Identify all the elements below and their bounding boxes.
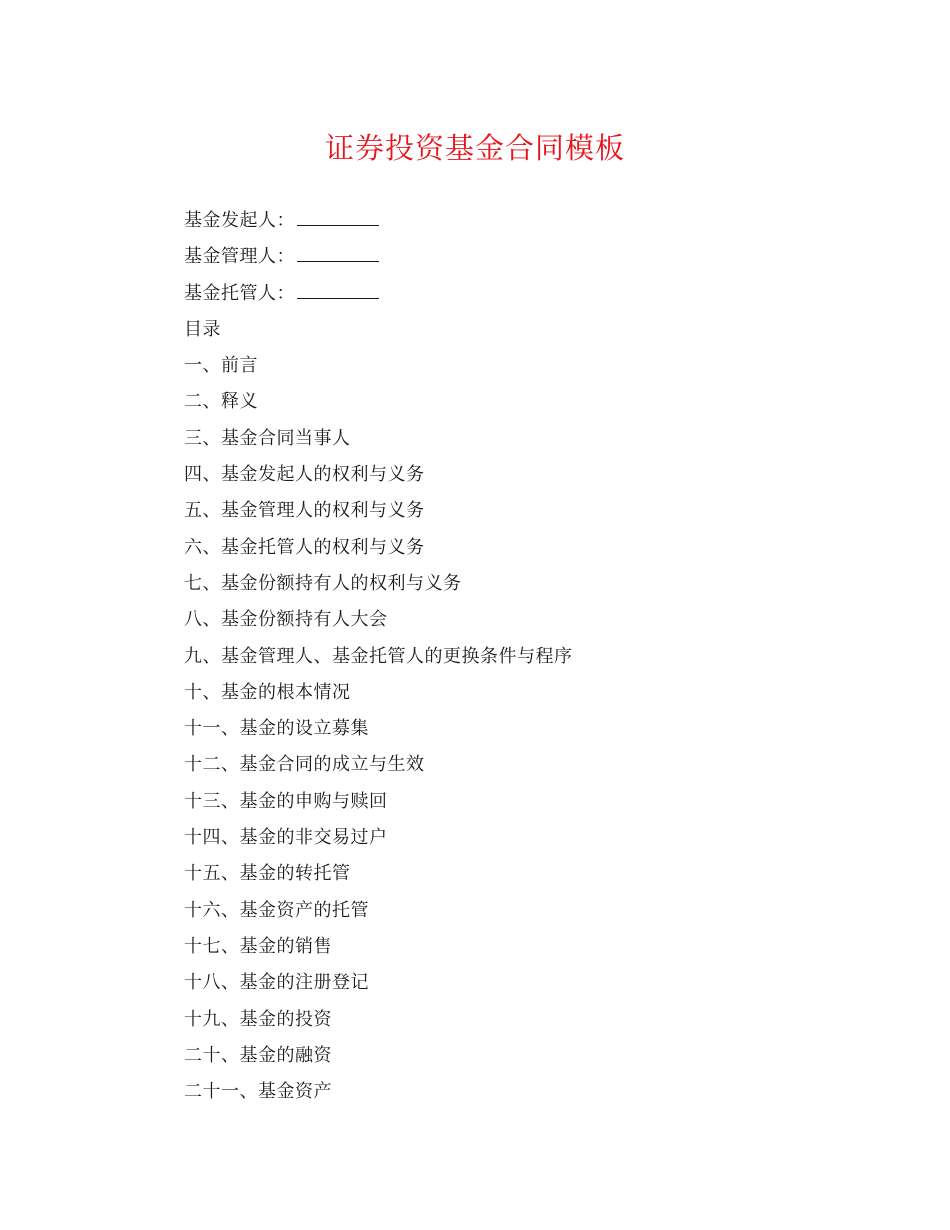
party-line-manager [184,242,844,278]
toc-item: 八、基金份额持有人大会 [184,609,388,631]
party-label: 基金管理人： [184,246,295,268]
party-label: 基金发起人： [184,210,295,231]
toc-item: 十、基金的根本情况 [184,681,351,703]
toc-item: 九、基金管理人、基金托管人的更换条件与程序 [184,645,573,667]
toc-item: 三、基金合同当事人 [184,427,351,449]
toc-item: 十八、基金的注册登记 [184,972,369,994]
document-title: 证券投资基金合同模板 [324,131,625,165]
toc-heading: 目录 [184,318,221,340]
toc-item: 十七、基金的销售 [184,935,332,957]
party-line-custodian [184,279,844,315]
toc-item: 一、前言 [184,355,258,377]
document-body [184,206,844,1113]
toc-item: 十二、基金合同的成立与生效 [184,754,425,776]
toc-item: 十六、基金资产的托管 [184,899,369,921]
toc-item: 二十、基金的融资 [184,1044,332,1066]
toc-item: 五、基金管理人的权利与义务 [184,500,425,522]
table-of-contents [184,351,844,1113]
toc-item: 十三、基金的申购与赎回 [184,790,388,812]
fill-in-blank [297,207,379,226]
toc-item: 十四、基金的非交易过户 [184,827,388,849]
toc-item: 七、基金份额持有人的权利与义务 [184,572,462,594]
fill-in-blank [297,280,379,299]
party-label: 基金托管人： [184,282,295,304]
toc-item: 十九、基金的投资 [184,1008,332,1030]
toc-item: 二十一、基金资产 [184,1081,332,1103]
fill-in-blank [297,243,379,262]
toc-item: 四、基金发起人的权利与义务 [184,464,425,486]
toc-item: 十一、基金的设立募集 [184,718,369,740]
toc-item: 二、释义 [184,391,258,413]
toc-item: 六、基金托管人的权利与义务 [184,536,425,558]
party-line-sponsor [184,206,844,242]
toc-item: 十五、基金的转托管 [184,863,351,885]
